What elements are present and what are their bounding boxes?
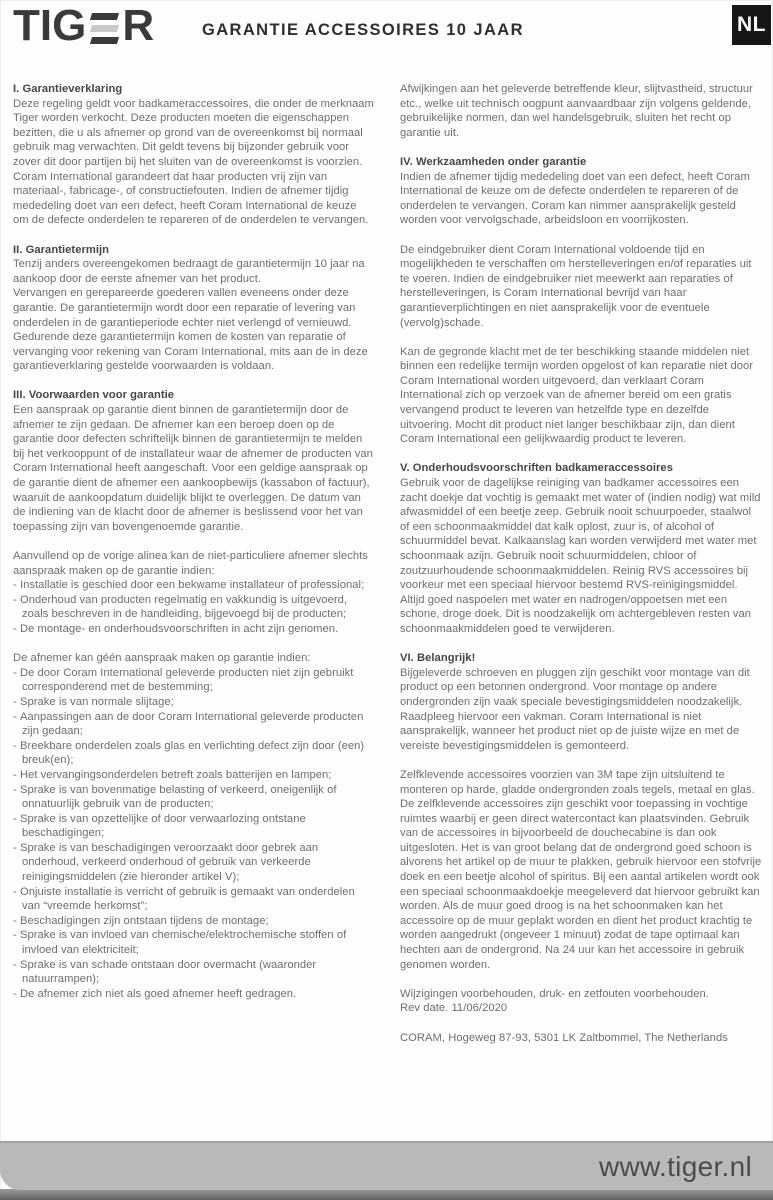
list-item: - Sprake is van invloed van chemische/elektrochemische stoffen of invloed van elektriciteit; [13,928,375,957]
paragraph: Kan de gegronde klacht met de ter beschikking staande middelen niet binnen een redelijke termijn worden opgelost of kan reparatie niet door Coram International worden uitgevoerd, dan verklaart Coram International zich op verzoek van de afnemer bereid om een gratis vervangend product te leveren van hetzelfde type en dezelfde uitvoering. Mocht dit product niet langer beschikbaar zijn, dan dient Coram International een gelijkwaardig product te leveren. [400,345,754,446]
section-onderhoudsvoorschriften [400,461,762,636]
no-claim-conditions [13,651,375,1001]
list-item: - Sprake is van bovenmatige belasting of verkeerd, oneigenlijk of onnatuurlijk gebruik van de producten; [13,783,375,812]
section-voorwaarden [13,388,375,534]
section-belangrijk [400,651,762,753]
paragraph: Vervangen en gerepareerde goederen vallen eveneens onder deze garantie. De garantietermijn wordt door een reparatie of levering van onderdelen in de garantieperiode echter niet verlengd of vernieuwd. [13,287,356,329]
paragraph: Gedurende deze garantietermijn komen de kosten van reparatie of vervanging voor rekening van Coram International, mits aan de in deze garantieverklaring gestelde voorwaarden is voldaan. [13,331,368,373]
logo-e-bars-icon [91,13,118,44]
list-item: - Installatie is geschied door een bekwame installateur of professional; [13,578,375,593]
paragraph: Afwijkingen aan het geleverde betreffende kleur, slijtvastheid, structuur etc., welke uit technisch oogpunt aanvaardbaar zijn volgens geldende, gebruikelijke normen, dan wel handelsgebruik, sluiten het recht op garantie uit. [400,83,753,139]
notice-line: Wijzigingen voorbehouden, druk- en zetfouten voorbehouden. [400,987,709,1000]
list-item: - De door Coram International geleverde producten niet zijn gebruikt corresponderend met de bestemming; [13,666,375,695]
section-heading: V. Onderhoudsvoorschriften badkameraccessoires [400,462,673,475]
logo-text-r: R [122,1,155,50]
list-item: - Het vervangingsonderdelen betreft zoals batterijen en lampen; [13,768,375,783]
section-heading: III. Voorwaarden voor garantie [13,389,175,402]
section-garantietermijn [13,243,375,374]
list-item: - De afnemer zich niet als goed afnemer heeft gedragen. [13,987,375,1002]
paragraph: Aanvullend op de vorige alinea kan de niet-particuliere afnemer slechts aanspraak maken op de garantie indien: [13,550,368,577]
list-item: - Breekbare onderdelen zoals glas en verlichting defect zijn door (een) breuk(en); [13,739,375,768]
deviations-paragraph [400,82,762,140]
paragraph: De afnemer kan géén aanspraak maken op garantie indien: [13,652,311,665]
section-heading: IV. Werkzaamheden onder garantie [400,155,587,168]
list-item: - Onderhoud van producten regelmatig en vakkundig is uitgevoerd, zoals beschreven in de handleiding, bijgevoegd bij de producten; [13,593,375,622]
section-belangrijk-p2 [400,768,762,972]
page-title: GARANTIE ACCESSOIRES 10 JAAR [202,21,524,39]
section-heading: I. Garantieverklaring [13,83,123,95]
revision-date: Rev date. 11/06/2020 [400,1002,508,1015]
list-item: - Aanpassingen aan de door Coram International geleverde producten zijn gedaan; [13,710,375,739]
section-heading: II. Garantietermijn [13,243,110,256]
paragraph: Bijgeleverde schroeven en pluggen zijn geschikt voor montage van dit product op een betonnen ondergrond. Voor montage op andere ondergronden zijn vaak speciale bevestigingsmiddelen noodzakelijk. Raadpleeg hiervoor een vakman. Coram International is niet aansprakelijk, wanneer het product niet op de juiste wijze en met de vereiste bevestigingsmiddelen is gemonteerd. [400,666,750,752]
paragraph: Zelfklevende accessoires voorzien van 3M tape zijn uitsluitend te monteren op harde, gladde ondergronden zoals tegels, metaal en glas. De zelfklevende accessoires zijn geschikt voor toepassing in vochtige ruimtes waarbij er geen direct watercontact kan plaatsvinden. Gebruik van de accessoires in bijvoorbeeld de douchecabine is dan ook uitgesloten. Het is van groot belang dat de ondergrond goed schoon is alvorens het artikel op de muur te plakken, gebruik hiervoor een stofvrije doek en een beetje alcohol of spiritus. Bij een aantal artikelen wordt ook een speciaal schoonmaakdoekje meegeleverd dat hiervoor gebruikt kan worden. Als de muur goed droog is na het schoonmaken kan het accessoire op de muur geplakt worden en dient het product krachtig te worden aangedrukt (ongeveer 1 minuut) zodat de tape optimaal kan hechten aan de ondergrond. Na 24 uur kan het accessoire in gebruik genomen worden. [400,768,762,971]
right-column [400,82,762,1045]
list-item: - De montage- en onderhoudsvoorschriften in acht zijn genomen. [13,622,375,637]
logo-text-tig: TIG [13,1,87,50]
section-werkzaamheden [400,155,762,228]
left-column [13,82,375,1045]
paragraph: Deze regeling geldt voor badkameraccessoires, die onder de merknaam Tiger worden verkocht. Deze producten moeten die eigenschappen bezitten, die u als afnemer op grond van de overeenkomst bij normaal gebruik mag verwachten. Dit geldt tevens bij bijzonder gebruik voor zover dit door partijen bij het sluiten van de overeenkomst is voorzien. Coram International garandeert dat haar producten vrij zijn van materiaal-, fabricage-, of constructiefouten. Indien de afnemer tijdig mededeling doet van een defect, heeft Coram International de keuze om de defecte onderdelen te repareren of de onderdelen te vervangen. [13,97,374,227]
list-item: - Sprake is van beschadigingen veroorzaakt door gebrek aan onderhoud, verkeerd onderhoud of gebruik van verkeerde reinigingsmiddelen (zie hieronder artikel V); [13,841,375,885]
company-address [400,1031,762,1046]
document-body [13,82,762,1045]
claim-conditions [13,549,375,637]
section-garantieverklaring [13,82,375,228]
section-werkzaamheden-p2 [400,243,762,331]
no-claim-conditions-list [13,666,375,1002]
paragraph: Indien de afnemer tijdig mededeling doet van een defect, heeft Coram International de keuze om de defecte onderdelen te repareren of de onderdelen te vervangen. Coram kan nimmer aansprakelijk gesteld worden voor vervolgschade, arbeidsloon en voorrijkosten. [400,170,750,227]
paragraph: Tenzij anders overeengekomen bedraagt de garantietermijn 10 jaar na aankoop door de eerste afnemer van het product. [13,258,365,285]
tiger-logo [13,1,155,50]
footer-bar [0,1141,773,1190]
page-bottom-edge [0,1189,773,1200]
language-badge: NL [732,5,771,45]
paragraph: De eindgebruiker dient Coram International voldoende tijd en mogelijkheden te verschaffen om herstelleveringen en/of reparaties uit te voeren. Indien de eindgebruiker niet meewerkt aan reparaties of herstelleveringen, is Coram International bevrijd van haar garantieverplichtingen en niet aansprakelijk voor de eventuele (vervolg)schade. [400,243,752,329]
list-item: - Sprake is van schade ontstaan door overmacht (waaronder natuurrampen); [13,958,375,987]
paragraph: Gebruik voor de dagelijkse reiniging van badkamer accessoires een zacht doekje dat vochtig is gemaakt met water of (indien nodig) wat mild afwasmiddel of een beetje zeep. Gebruik nooit schuurpoeder, staalwol of een schoonmaakmiddel dat kalk oplost, zuur is, of alcohol of schuurmiddel bevat. Kalkaanslag kan worden verwijderd met water met schoonmaak azijn. Gebruik nooit schuurmiddelen, chloor of zoutzuurhoudende schoonmaakmiddelen. Reinig RVS accessoires bij voorkeur met een speciaal hiervoor bestemd RVS-reinigingsmiddel. Altijd goed naspoelen met water en nadrogen/oppoetsen met een schone, droge doek. Dit is noodzakelijk om achtergebleven resten van schoonmaakmiddelen goed te verwijderen. [400,477,761,635]
paragraph: Een aanspraak op garantie dient binnen de garantietermijn door de afnemer te zijn gedaan. De afnemer kan een beroep doen op de garantie door defecten schriftelijk binnen de garantietermijn te melden bij het verkooppunt of de installateur waar de afnemer de producten van Coram International heeft aangeschaft. Voor een geldige aanspraak op de garantie dient de afnemer een aankoopbewijs (kassabon of factuur), waaruit de aankoopdatum duidelijk blijkt te overleggen. De datum van de indiening van de klacht door de afnemer is beslissend voor het van toepassing zijn van bovengenoemde garantie. [13,404,373,533]
revision-notice [400,987,762,1016]
website-url: www.tiger.nl [599,1151,752,1182]
list-item: - Onjuiste installatie is verricht of gebruik is gemaakt van onderdelen van “vreemde herkomst”; [13,885,375,914]
section-heading: VI. Belangrijk! [400,652,476,665]
list-item: - Sprake is van normale slijtage; [13,695,375,710]
claim-conditions-list [13,578,375,636]
list-item: - Beschadigingen zijn ontstaan tijdens de montage; [13,914,375,929]
address-line: CORAM, Hogeweg 87-93, 5301 LK Zaltbommel, The Netherlands [400,1031,728,1044]
section-werkzaamheden-p3 [400,345,762,447]
list-item: - Sprake is van opzettelijke of door verwaarlozing ontstane beschadigingen; [13,812,375,841]
